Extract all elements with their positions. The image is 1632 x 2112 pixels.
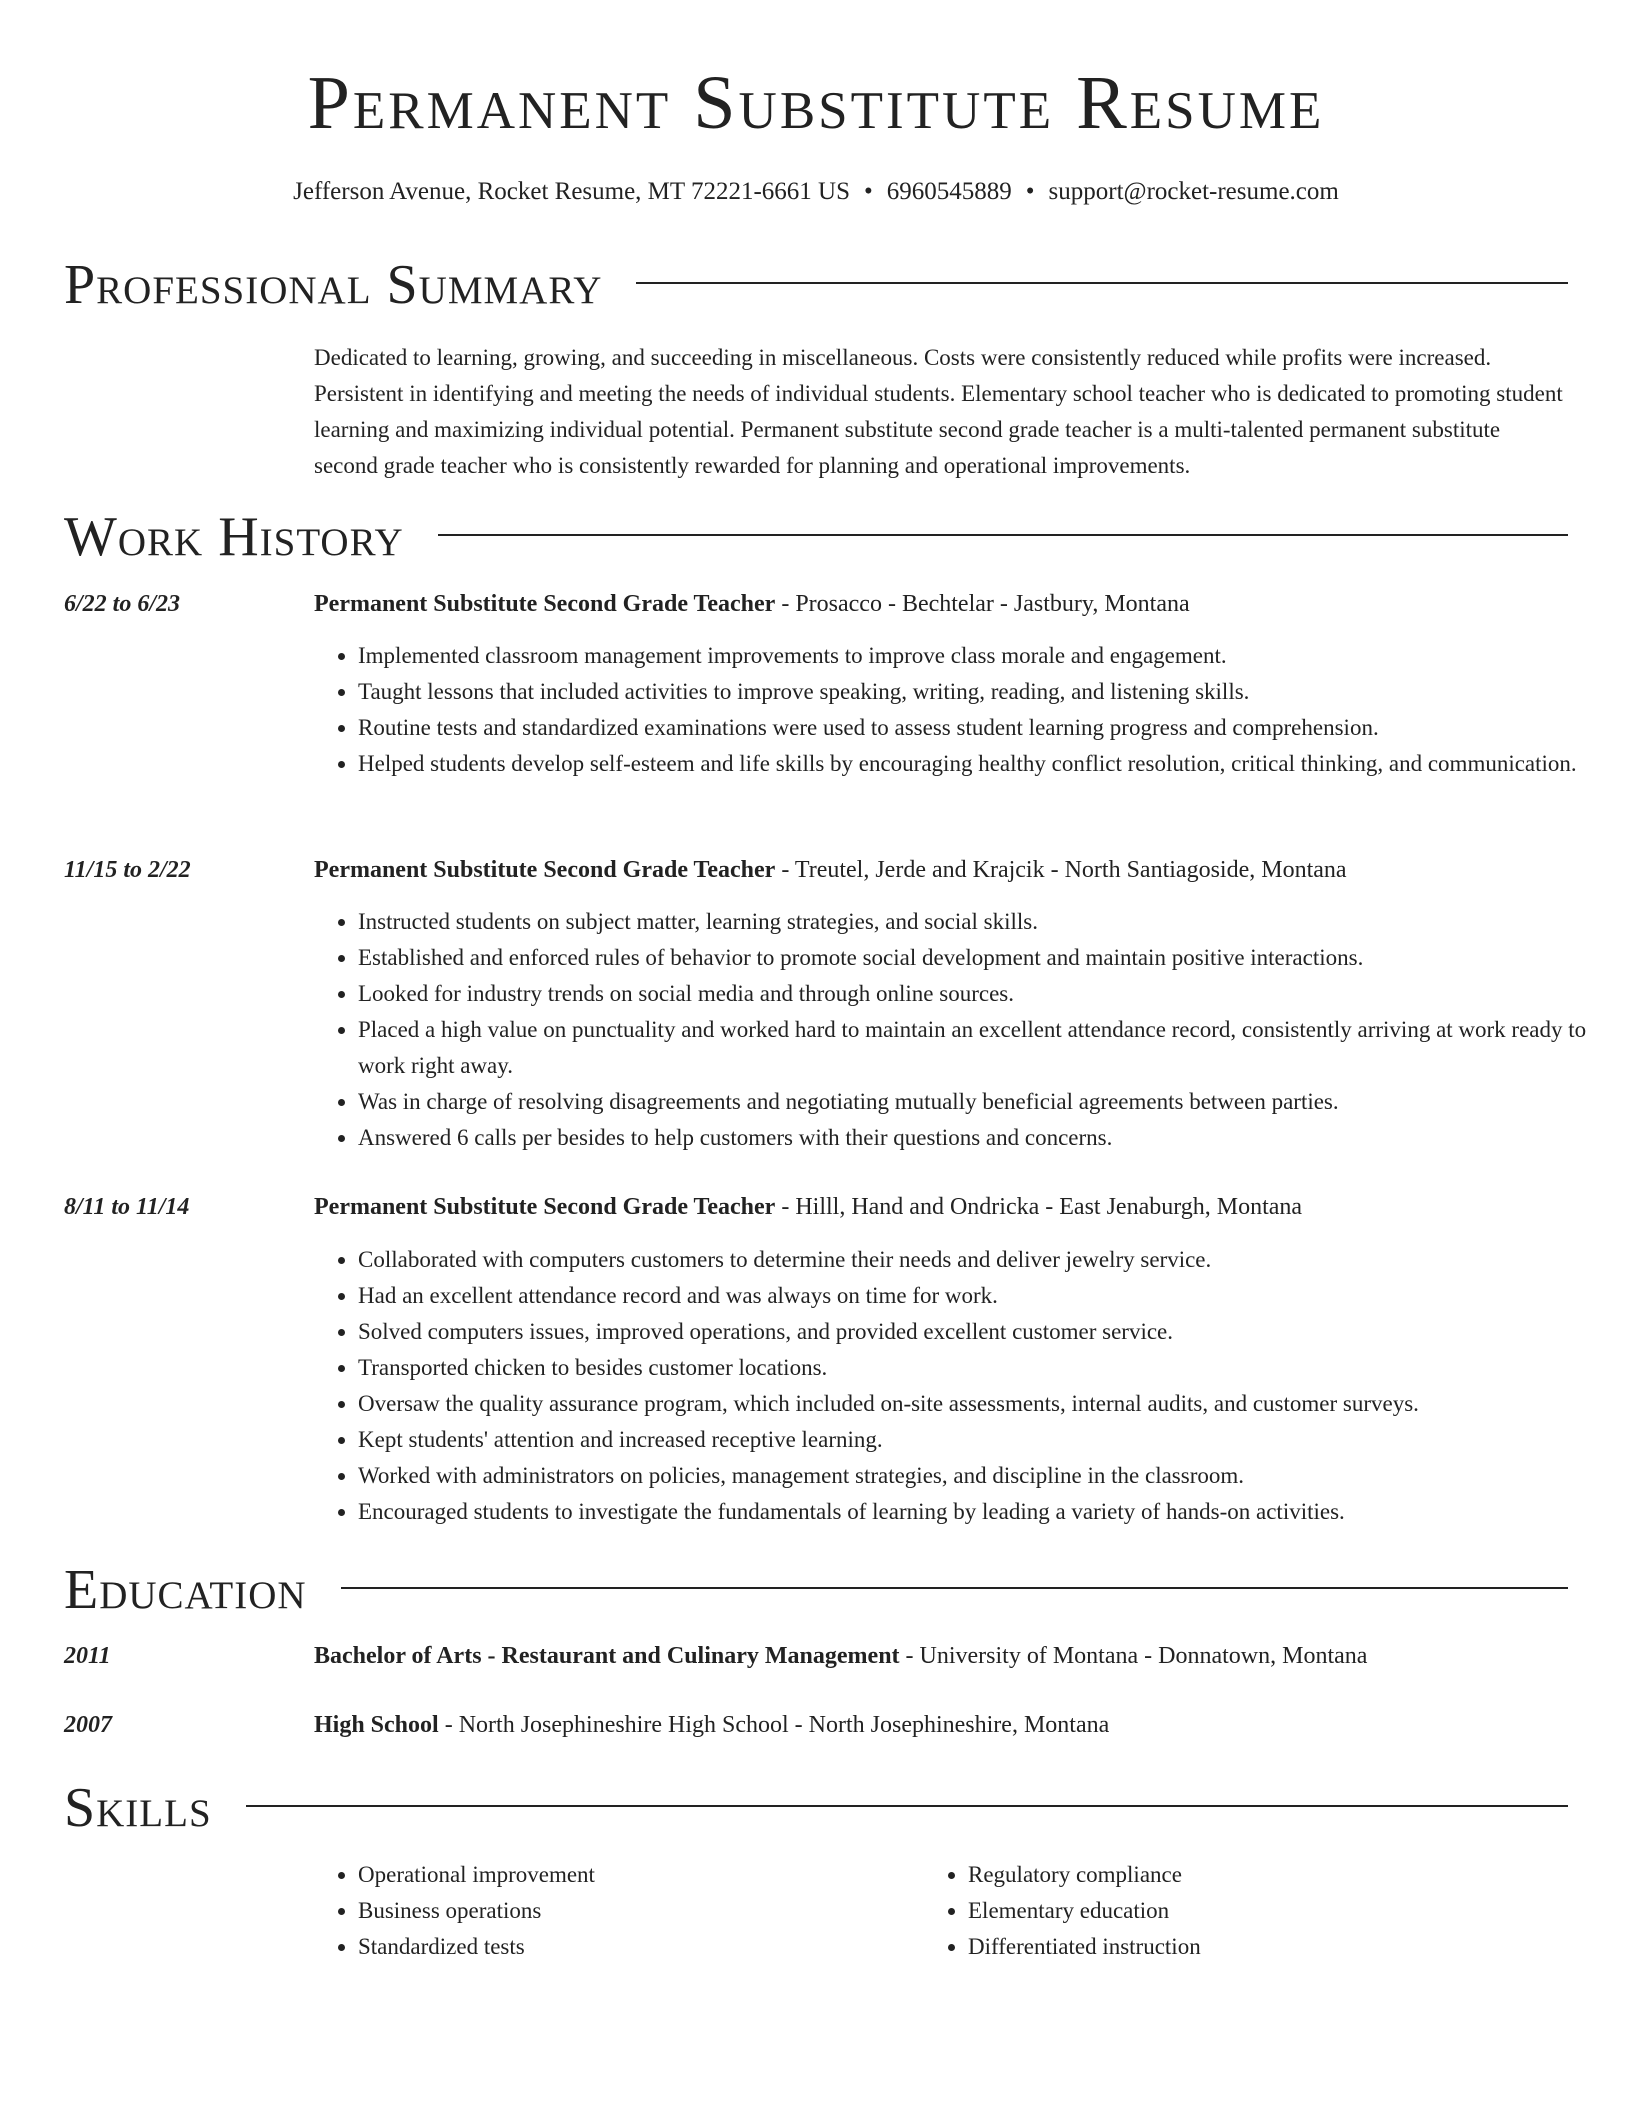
skill-item: • Elementary education [968, 1893, 1568, 1929]
education-details: - University of Montana - Donnatown, Montana [899, 1643, 1368, 1669]
education-degree: Bachelor of Arts - Restaurant and Culinary Management [314, 1643, 900, 1669]
education-heading: Education [64, 1559, 307, 1621]
job-bullet: • Solved computers issues, improved operations, and provided excellent customer service. [358, 1314, 1610, 1350]
job-details: - Prosacco - Bechtelar - Jastbury, Montana [775, 591, 1190, 617]
education-degree: High School [314, 1712, 439, 1738]
education-year: 2011 [64, 1643, 111, 1669]
skill-item: • Regulatory compliance [968, 1857, 1568, 1893]
job-bullet: • Routine tests and standardized examinations were used to assess student learning progress and comprehension. [358, 710, 1610, 746]
job-bullet: • Looked for industry trends on social media and through online sources. [358, 976, 1610, 1012]
job-bullets [314, 638, 1610, 782]
job-bullet: • Kept students' attention and increased receptive learning. [358, 1422, 1610, 1458]
job-dates: 11/15 to 2/22 [64, 857, 191, 883]
job-bullet: • Implemented classroom management improvements to improve class morale and engagement. [358, 638, 1610, 674]
education-section-heading [64, 1555, 1568, 1625]
job-bullet: • Was in charge of resolving disagreements and negotiating mutually beneficial agreements between parties. [358, 1084, 1610, 1120]
skills-section-heading [64, 1773, 1568, 1843]
summary-heading: Professional Summary [64, 254, 603, 316]
job-title: Permanent Substitute Second Grade Teacher [314, 1194, 776, 1220]
contact-line [0, 175, 1632, 209]
job-bullet: • Answered 6 calls per besides to help customers with their questions and concerns. [358, 1120, 1610, 1156]
work-section-heading [64, 502, 1568, 572]
job-details: - Treutel, Jerde and Krajcik - North Santiagoside, Montana [775, 857, 1347, 883]
job-heading [314, 1190, 1566, 1224]
job-bullet: • Instructed students on subject matter, learning strategies, and social skills. [358, 904, 1610, 940]
education-entry [314, 1639, 1566, 1673]
contact-phone: 6960545889 [886, 178, 1012, 205]
section-divider [438, 534, 1568, 536]
skill-item: • Operational improvement [358, 1857, 918, 1893]
contact-separator: • [1025, 178, 1035, 205]
section-divider [636, 282, 1568, 284]
job-bullet: • Transported chicken to besides customer locations. [358, 1350, 1610, 1386]
job-heading [314, 853, 1566, 887]
job-bullet: • Collaborated with computers customers to determine their needs and deliver jewelry service. [358, 1242, 1610, 1278]
contact-email: support@rocket-resume.com [1048, 178, 1339, 205]
section-divider [246, 1805, 1568, 1807]
summary-text: Dedicated to learning, growing, and succeeding in miscellaneous. Costs were consistently reduced while profits were increased. Persistent in identifying and meeting the needs of individual students. Elementary school teacher who is dedicated to promoting student learning and maximizing individual potential. Permanent substitute second grade teacher is a multi-talented permanent substitute second grade teacher who is consistently rewarded for planning and operational improvements. [314, 345, 1563, 478]
skills-heading: Skills [64, 1777, 212, 1839]
job-bullets [314, 1242, 1610, 1530]
skill-item: • Business operations [358, 1893, 918, 1929]
education-year: 2007 [64, 1712, 112, 1738]
skill-item: • Differentiated instruction [968, 1929, 1568, 1965]
job-bullet: • Established and enforced rules of behavior to promote social development and maintain positive interactions. [358, 940, 1610, 976]
job-bullet: • Helped students develop self-esteem and life skills by encouraging healthy conflict resolution, critical thinking, and communication. [358, 746, 1610, 782]
education-details: - North Josephineshire High School - North Josephineshire, Montana [438, 1712, 1110, 1738]
job-bullet: • Taught lessons that included activities to improve speaking, writing, reading, and listening skills. [358, 674, 1610, 710]
skills-list-left [314, 1857, 918, 1965]
job-dates: 8/11 to 11/14 [64, 1194, 190, 1220]
education-entry [314, 1708, 1566, 1742]
job-details: - Hilll, Hand and Ondricka - East Jenaburgh, Montana [775, 1194, 1303, 1220]
job-title: Permanent Substitute Second Grade Teacher [314, 591, 776, 617]
section-divider [341, 1587, 1568, 1589]
skills-list-right [924, 1857, 1568, 1965]
job-bullet: • Had an excellent attendance record and was always on time for work. [358, 1278, 1610, 1314]
contact-separator: • [864, 178, 873, 205]
job-heading [314, 587, 1566, 621]
job-dates: 6/22 to 6/23 [64, 591, 181, 617]
job-bullet: • Placed a high value on punctuality and worked hard to maintain an excellent attendance record, consistently arriving at work ready to work right away. [358, 1012, 1610, 1084]
resume-title: Permanent Substitute Resume [307, 61, 1325, 145]
job-bullet: • Oversaw the quality assurance program, which included on-site assessments, internal audits, and customer surveys. [358, 1386, 1610, 1422]
skill-item: • Standardized tests [358, 1929, 918, 1965]
job-title: Permanent Substitute Second Grade Teacher [314, 857, 776, 883]
job-bullet: • Worked with administrators on policies, management strategies, and discipline in the classroom. [358, 1458, 1610, 1494]
summary-section-heading [64, 250, 1568, 320]
job-bullet: • Encouraged students to investigate the fundamentals of learning by leading a variety of hands-on activities. [358, 1494, 1610, 1530]
job-bullets [314, 904, 1610, 1156]
contact-address: Jefferson Avenue, Rocket Resume, MT 72221-6661 US [293, 178, 851, 205]
work-heading: Work History [64, 506, 404, 568]
